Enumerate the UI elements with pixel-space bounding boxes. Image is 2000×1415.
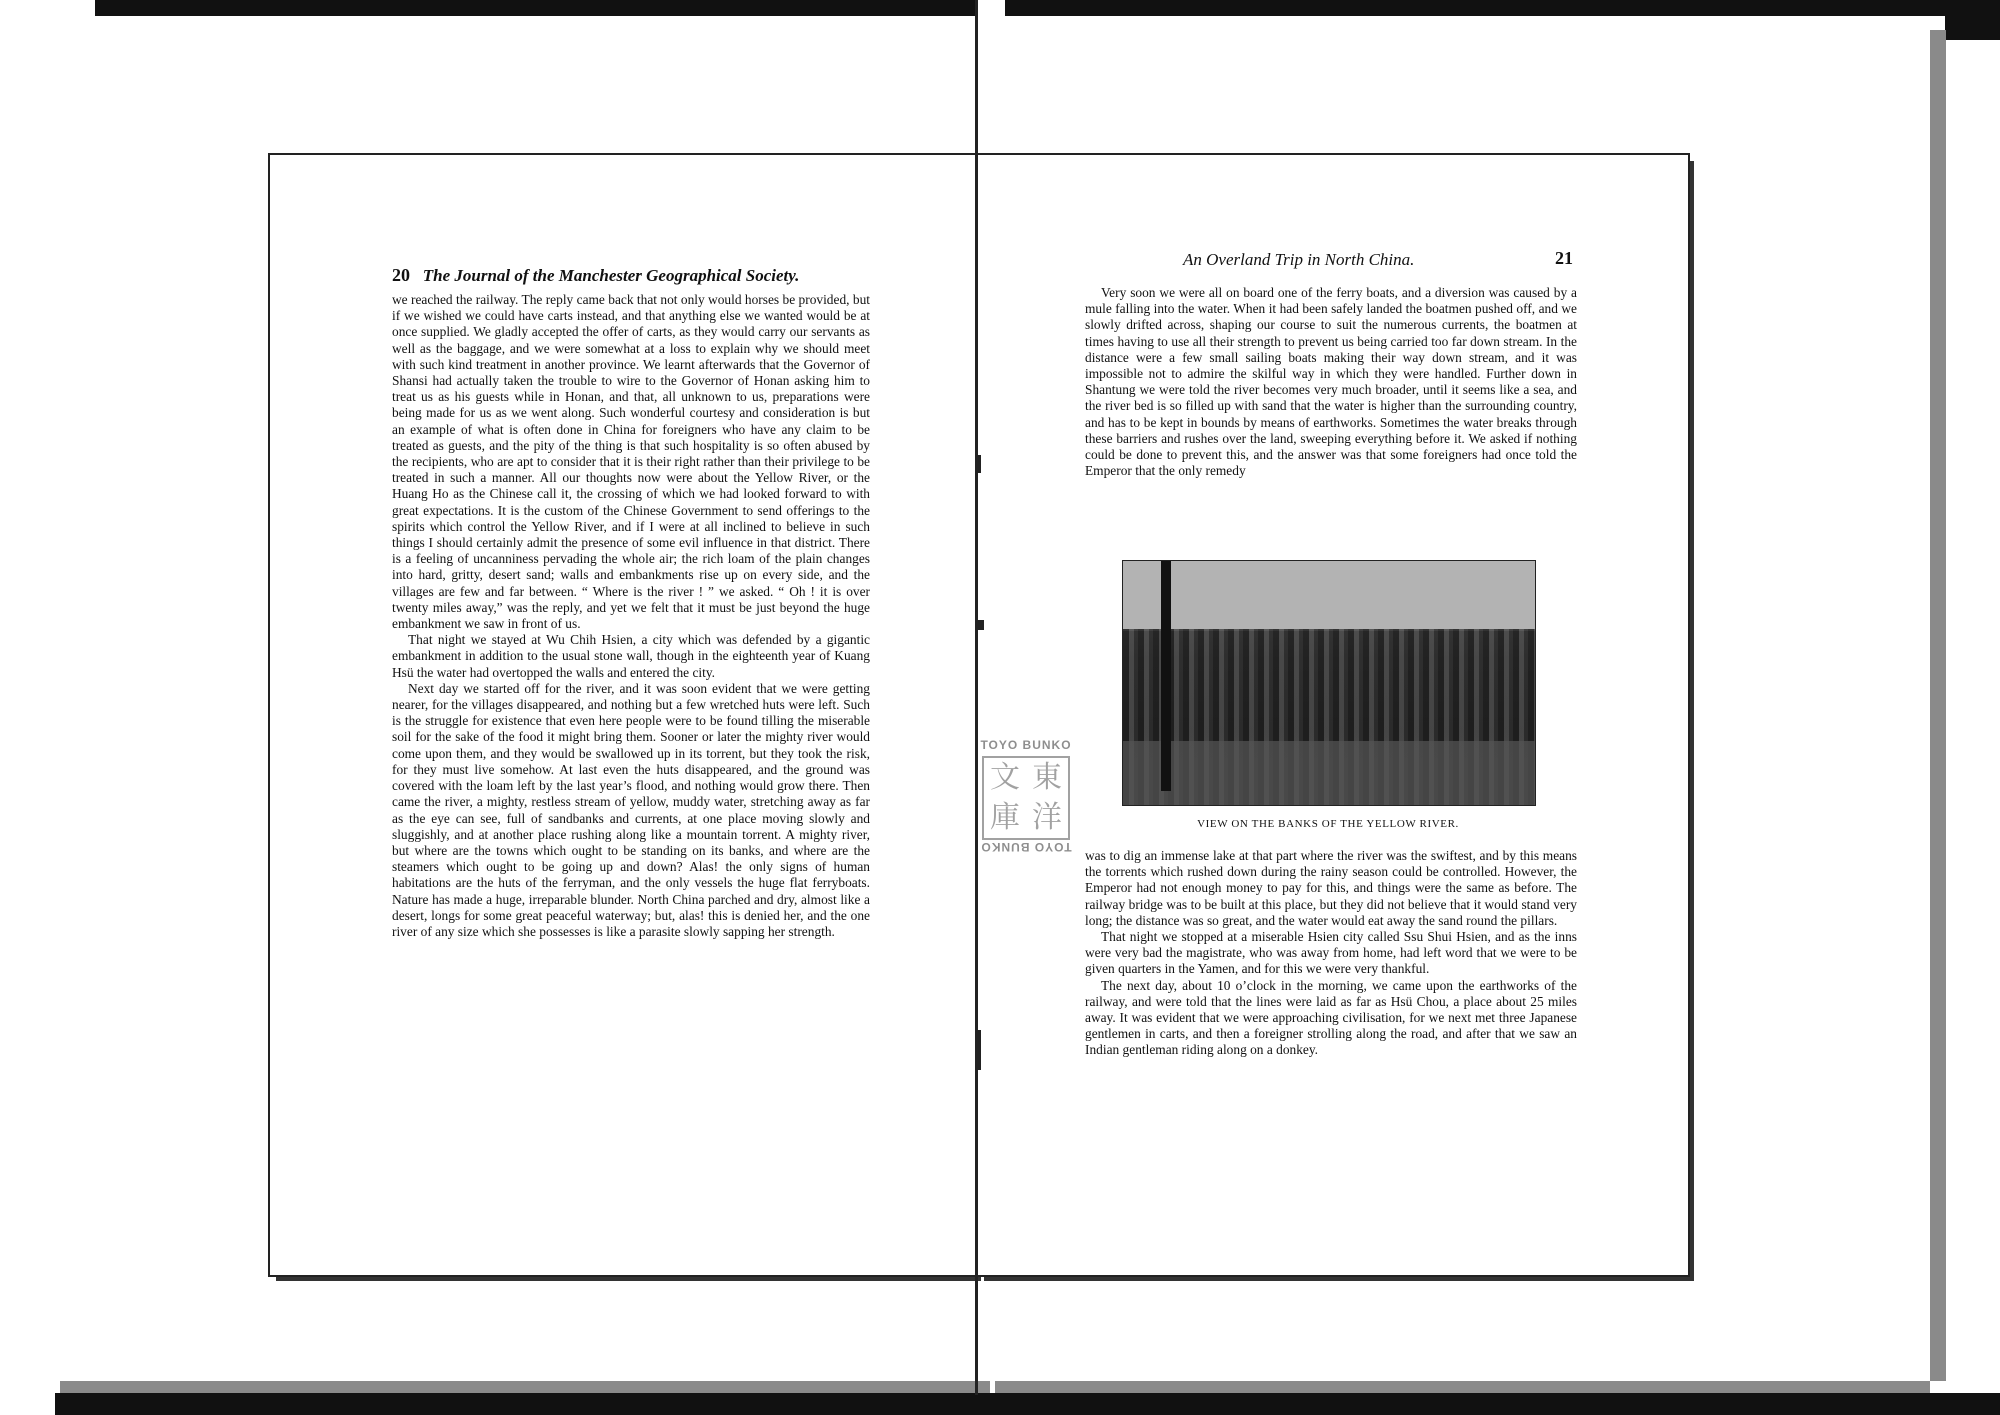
- scan-border-top-right: [1005, 0, 1980, 16]
- scan-border-bottom: [55, 1393, 2000, 1415]
- left-page-text: [392, 292, 870, 940]
- book-gutter: [975, 0, 978, 1395]
- paragraph: That night we stopped at a miserable Hsien city called Ssu Shui Hsien, and as the inns were very bad the magistrate, who was away from home, had left word that we were to be given quarters in the Yamen, and for this we were very thankful.: [1085, 929, 1577, 977]
- right-page-text-top: [1085, 285, 1577, 479]
- stamp-label-bottom: TOYO BUNKO: [980, 840, 1072, 854]
- right-page-number: 21: [1555, 248, 1573, 268]
- library-stamp: [978, 738, 1074, 856]
- paragraph: Very soon we were all on board one of the ferry boats, and a diversion was caused by a mule falling into the water. When it had been safely landed the boatmen pushed off, and we slowly drifted across, shaping our course to suit the numerous currents, the boatmen at times having to use all their strength to prevent us being carried too far down stream. In the distance were a few small sailing boats making their way down stream, and it was impossible not to admire the skilful way in which they were handled. Further down in Shantung we were told the river becomes very much broader, until it seems like a sea, and the river bed is so filled up with sand that the water is higher than the surrounding country, and has to be kept in bounds by means of earthworks. Sometimes the water breaks through these barriers and rushes over the land, sweeping everything before it. We asked if nothing could be done to prevent this, and the answer was that some foreigners had once told the Emperor that the only remedy: [1085, 285, 1577, 479]
- gutter-mark: [978, 1030, 981, 1070]
- right-page-text-bottom: [1085, 848, 1577, 1059]
- photo-yellow-river-banks: [1122, 560, 1536, 806]
- right-page-header: [1183, 250, 1414, 270]
- left-page-number: 20: [392, 265, 410, 285]
- gutter-mark: [976, 620, 984, 630]
- paragraph: we reached the railway. The reply came back that not only would horses be provided, but if we wished we could have carts instead, and that anything else we wanted would be at once supplied. We gladly accepted the offer of carts, as they would carry our servants as well as the baggage, and we were somewhat at a loss to explain why we should meet with such kind treatment in another province. We learnt afterwards that the Governor of Shansi had actually taken the trouble to wire to the Governor of Honan asking him to treat us as his guests while in Honan, and that, all unknown to us, preparations were being made for us as we went along. Such wonderful courtesy and consideration is but an example of what is often done in China for foreigners who have any claim to be treated as guests, and the pity of the thing is that such hospitality is so often abused by the recipients, who are apt to consider that it is their right rather than their privilege to be treated in such a manner. All our thoughts now were about the Yellow River, or the Huang Ho as the Chinese call it, the crossing of which we had looked forward to with great expectations. It is the custom of the Chinese Government to send offerings to the spirits which control the Yellow River, and if I were at all inclined to believe in such things I should certainly admit the presence of some evil influence in that district. There is a feeling of uncanniness pervading the whole air; the rich loam of the plain changes into hard, gritty, desert sand; walls and embankments rise up on every side, and the villages are few and far between. “ Where is the river ! ” we asked. “ Oh ! it is over twenty miles away,” was the reply, and yet we felt that it must be just beyond the huge embankment we saw in front of us.: [392, 292, 870, 632]
- paragraph: That night we stayed at Wu Chih Hsien, a city which was defended by a gigantic embankment in addition to the usual stone wall, though in the eighteenth year of Kuang Hsü the water had overtopped the walls and entered the city.: [392, 632, 870, 680]
- paragraph: was to dig an immense lake at that part where the river was the swiftest, and by this means the torrents which rushed down during the rainy season could be controlled. However, the Emperor had not enough money to pay for this, and things were the same as before. The railway bridge was to be built at this place, but they did not believe that it would stand very long; the distance was so great, and the water would eat away the sand round the pillars.: [1085, 848, 1577, 928]
- running-title: An Overland Trip in North China.: [1183, 250, 1415, 269]
- journal-title: The Journal of the Manchester Geographical Society.: [422, 266, 800, 285]
- gutter-mark: [978, 455, 981, 473]
- figure-caption: VIEW ON THE BANKS OF THE YELLOW RIVER.: [1197, 818, 1459, 830]
- scan-edge-right-side: [1930, 30, 1946, 1381]
- stamp-label-top: TOYO BUNKO: [980, 738, 1072, 752]
- scan-corner: [1945, 0, 2000, 40]
- paragraph: Next day we started off for the river, and it was soon evident that we were getting nearer, for the villages disappeared, and nothing but a few wretched huts were left. Such is the struggle for existence that even here people were to be found tilling the miserable soil for the sake of the food it might bring them. Sooner or later the mighty river would come upon them, and they would be swallowed up in its torrent, but they took the risk, for they must live somehow. At last even the huts disappeared, and the ground was covered with the loam left by the last year’s flood, and nothing would grow there. Then came the river, a mighty, restless stream of yellow, muddy water, stretching away as far as the eye can see, full of sandbanks and currents, at one place moving slowly and sluggishly, and at another place rushing along like a mountain torrent. A mighty river, but where are the towns which ought to be standing on its banks, and where are the steamers which ought to be going up and down? Alas! the only signs of human habitations are the huts of the ferryman, and the only vessels the huge flat ferryboats. Nature has made a huge, irreparable blunder. North China parched and dry, almost like a desert, longs for some great peaceful waterway; but, alas! this is denied her, and the one river of any size which she possesses is like a parasite slowly sapping her strength.: [392, 680, 870, 939]
- left-page-header: [392, 265, 799, 286]
- scan-border-top-left: [95, 0, 975, 16]
- paragraph: The next day, about 10 o’clock in the morning, we came upon the earthworks of the railway, and were told that the lines were laid as far as Hsü Chou, a place about 25 miles away. It was evident that we were approaching civilisation, for we next met three Japanese gentlemen in carts, and then a foreigner strolling along the road, and after that we saw an Indian gentleman riding along on a donkey.: [1085, 977, 1577, 1058]
- stamp-seal: 文 東 庫 洋: [982, 756, 1070, 840]
